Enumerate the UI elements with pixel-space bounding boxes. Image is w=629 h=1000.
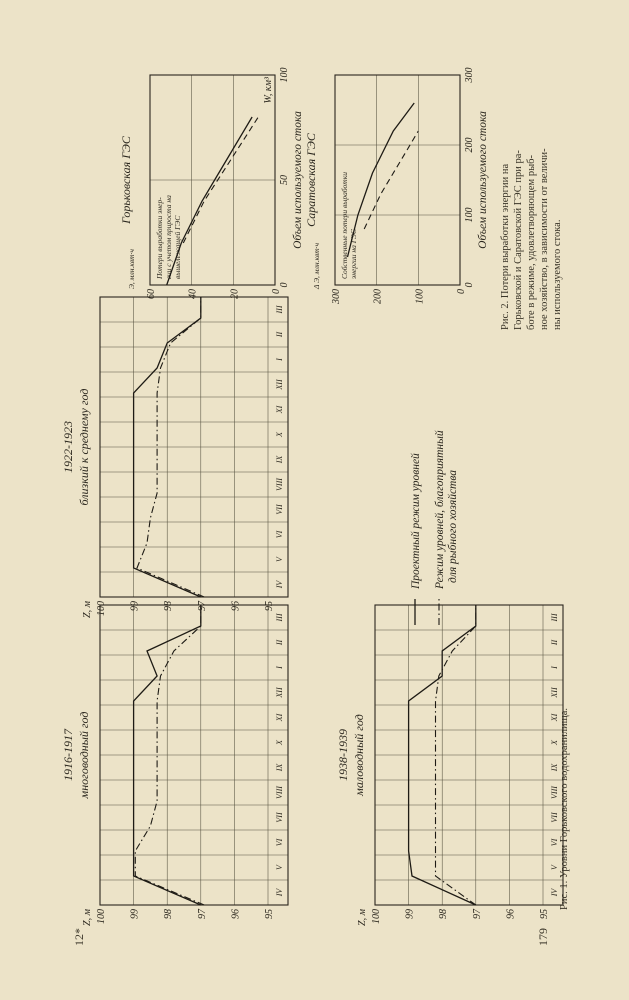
month-label: II — [550, 639, 559, 646]
y-tick-label: 98 — [163, 601, 175, 611]
month-label: XII — [550, 687, 559, 698]
page-number-left: 12* — [72, 928, 86, 946]
chart-title: 1938-1939 — [336, 729, 350, 781]
annotation-line: вышележащей ГЭС — [173, 215, 182, 279]
month-label: XI — [275, 713, 284, 722]
y-tick-label: 99 — [129, 909, 141, 919]
chart-1938-1939 — [336, 605, 563, 926]
month-label: VIII — [275, 478, 284, 491]
legend-dash-label-2: для рыбного хозяйства — [447, 469, 459, 583]
month-label: XI — [550, 713, 559, 722]
y-tick-label: 97 — [196, 909, 208, 919]
month-label: III — [550, 613, 559, 622]
month-label: V — [275, 557, 284, 562]
y-axis-label: Э, млн.квт·ч — [127, 249, 136, 289]
y-axis-label: Z, м — [357, 909, 368, 926]
y-tick-label: 100 — [96, 909, 107, 924]
chart-subtitle: многоводный год — [77, 711, 91, 799]
x-axis-label: Объем используемого стока — [292, 111, 304, 249]
month-label: III — [275, 613, 284, 622]
legend — [409, 430, 459, 625]
chart-1916-1917 — [61, 605, 288, 926]
page-number-right: 179 — [536, 928, 550, 946]
chart-title: Саратовская ГЭС — [304, 133, 318, 227]
x-tick-label: 50 — [279, 175, 290, 185]
figure2-caption-line-3: боте в режиме, удовлетворяющем рыб- — [526, 155, 537, 330]
y-tick-label: 97 — [471, 909, 483, 919]
month-label: XII — [275, 687, 284, 698]
y-tick-label: 100 — [414, 289, 426, 304]
annotation-line: энергии на ГЭС — [349, 229, 358, 279]
month-label: IV — [275, 888, 284, 897]
annotation-line: гии с учетом прироста на — [164, 195, 173, 279]
month-label: IX — [275, 763, 284, 772]
month-label: V — [275, 865, 284, 870]
month-label: II — [275, 331, 284, 338]
month-label: X — [275, 432, 284, 437]
x-tick-label: 0 — [464, 282, 475, 288]
y-tick-label: 300 — [331, 289, 342, 304]
month-label: IV — [550, 888, 559, 897]
month-label: VIII — [550, 786, 559, 799]
month-label: VI — [275, 838, 284, 847]
month-label: II — [275, 639, 284, 646]
y-tick-label: 96 — [230, 909, 242, 919]
month-label: IX — [550, 763, 559, 772]
annotation-line: Потери выработки энер- — [155, 197, 164, 279]
y-tick-label: 20 — [229, 289, 241, 299]
y-tick-label: 40 — [187, 289, 199, 299]
figure2-caption-line-5: ны используемого стока. — [552, 219, 563, 330]
y-tick-label: 99 — [404, 909, 416, 919]
month-label: X — [275, 740, 284, 745]
figure2-caption-line-4: ное хозяйство, в зависимости от величи- — [539, 148, 550, 330]
y-tick-label: 95 — [264, 909, 275, 919]
y-axis-label: Z, м — [82, 909, 93, 926]
month-label: I — [275, 358, 284, 361]
chart-subtitle: близкий к среднему год — [77, 388, 91, 506]
annotation-line: Собственные потери выработки — [340, 172, 349, 279]
y-tick-label: 96 — [230, 601, 242, 611]
month-label: VII — [275, 504, 284, 515]
figure2-caption-line-2: Горьковской и Саратовской ГЭС при ра- — [513, 150, 524, 330]
month-label: XII — [275, 379, 284, 390]
x-tick-label: 100 — [464, 207, 475, 223]
y-tick-label: 95 — [539, 909, 550, 919]
month-label: V — [550, 865, 559, 870]
month-label: IX — [275, 455, 284, 464]
month-label: VII — [275, 812, 284, 823]
chart-title: 1916-1917 — [61, 729, 75, 781]
y-axis-label: Z, м — [82, 601, 93, 618]
y-tick-label: 100 — [96, 601, 107, 616]
month-label: I — [550, 666, 559, 669]
chart-title: 1922-1923 — [61, 421, 75, 473]
month-label: XI — [275, 405, 284, 414]
chart-gorky-ges — [119, 68, 304, 300]
y-tick-label: 100 — [371, 909, 382, 924]
y-tick-label: 97 — [196, 601, 208, 611]
y-tick-label: 95 — [264, 601, 275, 611]
x-tick-label: 100 — [279, 67, 290, 83]
month-label: VI — [550, 838, 559, 847]
x-tick-label: 0 — [279, 282, 290, 288]
x-axis-label: Объем используемого стока — [477, 111, 489, 249]
x-tick-label: 300 — [464, 67, 475, 83]
y-tick-label: 200 — [372, 289, 384, 304]
y-tick-label: 0 — [271, 289, 282, 294]
month-label: VI — [275, 530, 284, 539]
legend-dash-label-1: Режим уровней, благоприятный — [434, 430, 446, 589]
chart-saratov-ges — [304, 68, 489, 306]
figure2-caption-line-1: Рис. 2. Потери выработки энергии на — [500, 163, 511, 330]
y-tick-label: 99 — [129, 601, 141, 611]
month-label: I — [275, 666, 284, 669]
y-axis-label: Δ Э, млн.квт·ч — [312, 242, 321, 289]
series-line-dashed — [364, 131, 418, 229]
month-label: VII — [550, 812, 559, 823]
figure1-caption: Рис. 1. Уровни Горьковского водохранилища. — [559, 707, 570, 910]
chart-title: Горьковская ГЭС — [119, 136, 133, 224]
x-unit-label: W, км³ — [263, 77, 274, 104]
chart-1922-1923 — [61, 297, 288, 618]
y-tick-label: 98 — [438, 909, 450, 919]
month-label: III — [275, 305, 284, 314]
y-tick-label: 96 — [505, 909, 517, 919]
y-tick-label: 0 — [456, 289, 467, 294]
legend-solid-label: Проектный режим уровней — [410, 453, 422, 589]
month-label: VIII — [275, 786, 284, 799]
x-tick-label: 200 — [464, 137, 475, 153]
y-tick-label: 60 — [146, 289, 157, 299]
month-label: X — [550, 740, 559, 745]
chart-subtitle: маловодный год — [352, 714, 366, 796]
figure2-caption — [500, 148, 563, 330]
y-tick-label: 98 — [163, 909, 175, 919]
month-label: IV — [275, 580, 284, 589]
